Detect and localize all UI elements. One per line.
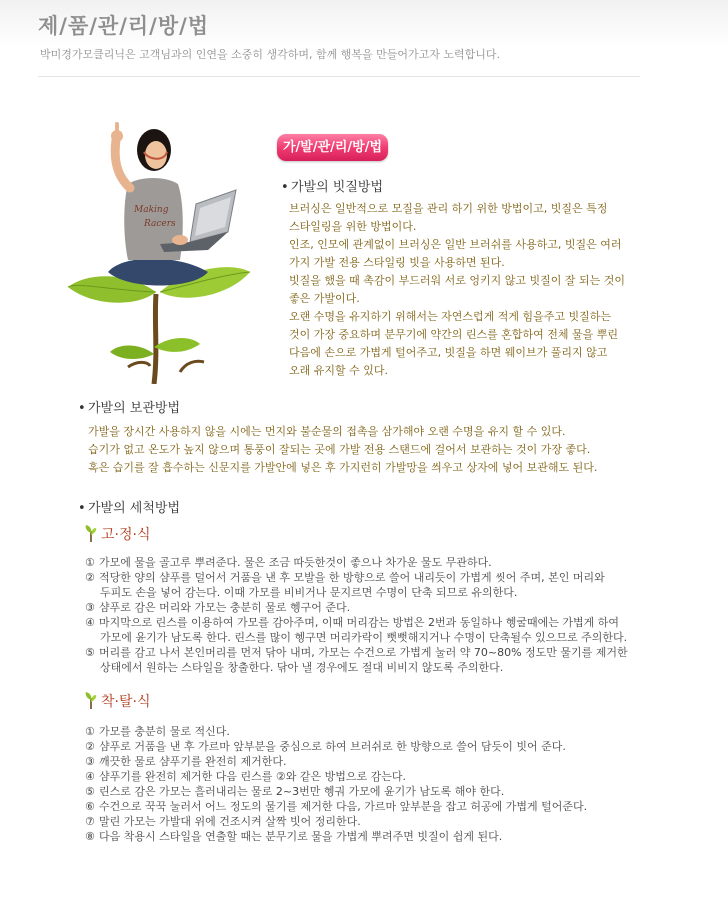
brushing-line: 다음에 손으로 가볍게 털어주고, 빗질을 하면 웨이브가 풀리지 않고: [289, 346, 608, 359]
step-item: ② 샴푸로 거품을 낸 후 가르마 앞부분을 중심으로 하여 브러쉬로 한 방향으로 쓸어 담듯이 빗어 준다.: [85, 740, 566, 753]
brushing-line: 오래 유지할 수 있다.: [289, 364, 388, 377]
svg-text:Racers: Racers: [144, 219, 176, 229]
brushing-line: 빗질을 했을 때 촉감이 부드러워 서로 엉키지 않고 빗질이 잘 되는 것이: [289, 274, 625, 287]
page-title: 제/품/관/리/방/법: [38, 14, 210, 38]
sprout-icon: [85, 691, 97, 709]
step-item: ④ 샴푸기를 완전히 제거한 다음 린스를 ②와 같은 방법으로 감는다.: [85, 770, 406, 783]
bullet-icon: •: [281, 180, 289, 195]
storage-heading: • 가발의 보관방법: [78, 401, 181, 416]
storage-line: 가발을 장시간 사용하지 않을 시에는 먼지와 불순물의 접촉을 삼가해야 오랜 수명을 유지 할 수 있다.: [88, 425, 566, 438]
step-item: ① 가모를 충분히 물로 적신다.: [85, 725, 230, 738]
removable-steps: [85, 724, 587, 844]
bullet-icon: •: [78, 401, 86, 416]
removable-type-heading: 착·탈·식: [85, 691, 150, 711]
svg-text:Making: Making: [134, 205, 169, 215]
step-item: ⑤ 머리를 감고 나서 본인머리를 먼저 닦아 내며, 가모는 수건으로 가볍게 눌러 약 70~80% 정도만 물기를 제거한: [85, 646, 628, 659]
brushing-heading: • 가발의 빗질방법: [281, 180, 384, 195]
storage-line: 습기가 없고 온도가 높지 않으며 통풍이 잘되는 곳에 가발 전용 스탠드에 걸어서 보관하는 것이 가장 좋다.: [88, 443, 591, 456]
brushing-line: 브러싱은 일반적으로 모질을 관리 하기 위한 방법이고, 빗질은 특정: [289, 202, 608, 215]
step-item: ③ 샴푸로 감은 머리와 가모는 충분히 물로 헹구어 준다.: [85, 601, 351, 614]
storage-line: 혹은 습기를 잘 흡수하는 신문지를 가발안에 넣은 후 가지런히 가발망을 씌우고 상자에 넣어 보관해도 된다.: [88, 461, 598, 474]
bullet-icon: •: [78, 501, 86, 516]
header-divider: [38, 76, 640, 77]
step-continuation: 가모에 윤기가 남도록 한다. 린스를 많이 헹구면 머리카락이 뻣뻣해지거나 수명이 단축될수 있으므로 주의한다.: [100, 631, 628, 644]
fixed-type-heading: 고·정·식: [85, 524, 150, 544]
storage-body: [88, 423, 597, 477]
step-item: ④ 마지막으로 린스를 이용하여 가모를 감아주며, 이때 머리감는 방법은 2번과 동일하나 헹굴때에는 가볍게 하여: [85, 616, 619, 629]
brushing-body: [289, 200, 625, 380]
step-item: ⑧ 다음 착용시 스타일을 연출할 때는 분무기로 물을 가볍게 뿌려주면 빗질이 쉽게 된다.: [85, 830, 503, 843]
step-item: ⑦ 말린 가모는 가발대 위에 건조시켜 살짝 빗어 정리한다.: [85, 815, 361, 828]
step-continuation: 두피도 손을 넣어 감는다. 이때 가모를 비비거나 문지르면 수명이 단축 되므로 유의한다.: [100, 586, 518, 599]
step-item: ⑥ 수건으로 꾹꾹 눌러서 어느 정도의 물기를 제거한 다음, 가르마 앞부분을 잡고 허공에 가볍게 털어준다.: [85, 800, 588, 813]
page-header: [0, 0, 728, 78]
sprout-icon: [85, 524, 97, 542]
brushing-line: 오랜 수명을 유지하기 위해서는 자연스럽게 적게 힘을주고 빗질하는: [289, 310, 612, 323]
step-item: ② 적당한 양의 샴푸를 덜어서 거품을 낸 후 모발을 한 방향으로 쓸어 내리듯이 가볍게 씻어 주며, 본인 머리와: [85, 571, 605, 584]
washing-heading: • 가발의 세척방법: [78, 501, 181, 516]
step-item: ① 가모에 물을 골고루 뿌려준다. 물은 조금 따듯한것이 좋으나 차가운 물도 무관하다.: [85, 556, 492, 569]
woman-laptop-illustration: [68, 122, 268, 384]
step-continuation: 상태에서 원하는 스타일을 창출한다. 닦아 낼 경우에도 절대 비비지 않도록 주의한다.: [100, 661, 504, 674]
page-subtitle: 박미경가모클리닉은 고객님과의 인연을 소중히 생각하며, 함께 행복을 만들어가고자 노력합니다.: [40, 48, 501, 61]
wig-care-badge: 가/발/관/리/방/법: [277, 134, 388, 161]
brushing-line: 인조, 인모에 관계없이 브러싱은 일반 브러쉬를 사용하고, 빗질은 여러: [289, 238, 622, 251]
brushing-line: 가지 가발 전용 스타일링 빗을 사용하면 된다.: [289, 256, 505, 269]
step-item: ③ 깨끗한 물로 샴푸기를 완전히 제거한다.: [85, 755, 287, 768]
step-item: ⑤ 린스로 감은 가모는 흘러내리는 물로 2~3번만 헹궈 가모에 윤기가 남도록 해야 한다.: [85, 785, 505, 798]
brushing-line: 것이 가장 중요하며 분무기에 약간의 린스를 혼합하여 전체 물을 뿌린: [289, 328, 618, 341]
brushing-line: 스타일링을 위한 방법이다.: [289, 220, 417, 233]
fixed-steps: [85, 555, 628, 675]
brushing-line: 좋은 가발이다.: [289, 292, 360, 305]
